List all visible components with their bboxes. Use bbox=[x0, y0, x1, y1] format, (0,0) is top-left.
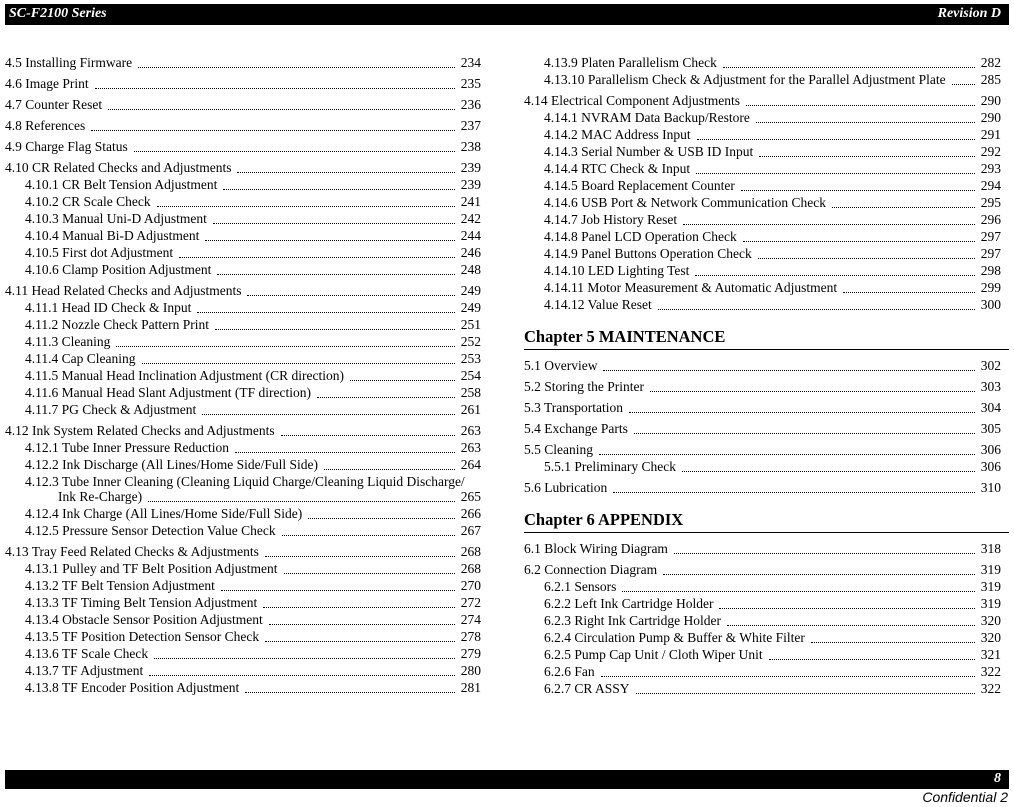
toc-entry[interactable] bbox=[5, 244, 481, 261]
toc-entry-page: 305 bbox=[980, 421, 1001, 436]
toc-entry-page: 279 bbox=[460, 646, 481, 661]
dot-leader bbox=[308, 518, 455, 519]
toc-entry[interactable] bbox=[5, 422, 481, 439]
toc-entry[interactable] bbox=[5, 282, 481, 299]
dot-leader bbox=[142, 363, 455, 364]
toc-entry-page: 249 bbox=[460, 283, 481, 298]
dot-leader bbox=[719, 608, 975, 609]
toc-entry[interactable] bbox=[524, 578, 1001, 595]
toc-entry[interactable] bbox=[5, 193, 481, 210]
toc-entry-page: 290 bbox=[980, 93, 1001, 108]
toc-entry-label: 4.14.12 Value Reset bbox=[544, 297, 652, 312]
toc-entry-page: 249 bbox=[460, 300, 481, 315]
toc-entry-label: 4.13.7 TF Adjustment bbox=[25, 663, 144, 678]
toc-entry-label: 6.2.6 Fan bbox=[544, 664, 595, 679]
footer-bar bbox=[5, 770, 1009, 789]
toc-entry-label: 4.14.1 NVRAM Data Backup/Restore bbox=[544, 110, 750, 125]
toc-entry-label: 4.14.6 USB Port & Network Communication Check bbox=[544, 195, 826, 210]
dot-leader bbox=[154, 658, 455, 659]
toc-entry[interactable] bbox=[5, 333, 481, 350]
toc-entry[interactable] bbox=[524, 540, 1001, 557]
toc-entry-label: 4.13.3 TF Timing Belt Tension Adjustment bbox=[25, 595, 258, 610]
toc-entry[interactable] bbox=[524, 279, 1001, 296]
toc-entry-page: 321 bbox=[980, 647, 1001, 662]
dot-leader bbox=[350, 380, 455, 381]
toc-entry-page: 318 bbox=[980, 541, 1001, 556]
toc-entry-label: 6.2.3 Right Ink Cartridge Holder bbox=[544, 613, 721, 628]
toc-entry[interactable] bbox=[524, 420, 1001, 437]
dot-leader bbox=[247, 295, 455, 296]
toc-entry-label: 4.11.3 Cleaning bbox=[25, 334, 111, 349]
dot-leader bbox=[221, 590, 455, 591]
toc-entry-page: 242 bbox=[460, 211, 481, 226]
dot-leader bbox=[324, 469, 455, 470]
dot-leader bbox=[682, 471, 975, 472]
dot-leader bbox=[223, 189, 455, 190]
toc-entry-page: 239 bbox=[460, 160, 481, 175]
dot-leader bbox=[696, 173, 975, 174]
toc-entry[interactable] bbox=[524, 663, 1001, 680]
toc-entry-page: 290 bbox=[980, 110, 1001, 125]
dot-leader bbox=[758, 258, 975, 259]
toc-entry-label: 4.6 Image Print bbox=[5, 76, 89, 91]
toc-entry-page: 310 bbox=[980, 480, 1001, 495]
toc-entry-label: 4.10.5 First dot Adjustment bbox=[25, 245, 174, 260]
toc-entry[interactable] bbox=[524, 646, 1001, 663]
dot-leader bbox=[759, 156, 975, 157]
toc-entry[interactable] bbox=[5, 522, 481, 539]
toc-entry-label: 4.5 Installing Firmware bbox=[5, 55, 133, 70]
toc-entry-page: 291 bbox=[980, 127, 1001, 142]
dot-leader bbox=[832, 207, 975, 208]
toc-entry-page: 274 bbox=[460, 612, 481, 627]
toc-entry-page: 306 bbox=[980, 459, 1001, 474]
toc-entry-page: 234 bbox=[460, 55, 481, 70]
toc-entry-label: 6.1 Block Wiring Diagram bbox=[524, 541, 668, 556]
toc-entry-page: 263 bbox=[460, 440, 481, 455]
toc-entry[interactable] bbox=[524, 629, 1001, 646]
toc-entry[interactable] bbox=[5, 261, 481, 278]
toc-entry-label: 4.10.6 Clamp Position Adjustment bbox=[25, 262, 212, 277]
dot-leader bbox=[843, 292, 975, 293]
toc-entry-page: 251 bbox=[460, 317, 481, 332]
toc-entry-page: 306 bbox=[980, 442, 1001, 457]
toc-entry-label: 6.2.5 Pump Cap Unit / Cloth Wiper Unit bbox=[544, 647, 763, 662]
dot-leader bbox=[603, 370, 975, 371]
toc-entry-label: 4.10.2 CR Scale Check bbox=[25, 194, 151, 209]
toc-entry[interactable] bbox=[5, 54, 481, 71]
dot-leader bbox=[245, 692, 455, 693]
toc-entry-label: 5.1 Overview bbox=[524, 358, 598, 373]
dot-leader bbox=[282, 535, 455, 536]
toc-entry-page: 272 bbox=[460, 595, 481, 610]
dot-leader bbox=[697, 139, 975, 140]
toc-entry-label: 5.5.1 Preliminary Check bbox=[544, 459, 676, 474]
toc-entry-label: 4.11.2 Nozzle Check Pattern Print bbox=[25, 317, 209, 332]
toc-entry-page: 281 bbox=[460, 680, 481, 695]
toc-entry-page: 297 bbox=[980, 229, 1001, 244]
toc-entry-label: 5.4 Exchange Parts bbox=[524, 421, 628, 436]
dot-leader bbox=[108, 109, 455, 110]
toc-entry-label: 4.13.1 Pulley and TF Belt Position Adjustment bbox=[25, 561, 278, 576]
toc-entry-label: 4.10.3 Manual Uni-D Adjustment bbox=[25, 211, 207, 226]
toc-entry[interactable] bbox=[5, 439, 481, 456]
toc-entry[interactable] bbox=[524, 245, 1001, 262]
toc-entry-label: 4.11.4 Cap Cleaning bbox=[25, 351, 136, 366]
toc-entry[interactable] bbox=[5, 227, 481, 244]
toc-entry-page: 248 bbox=[460, 262, 481, 277]
toc-entry-label: 4.7 Counter Reset bbox=[5, 97, 103, 112]
toc-entry-page: 319 bbox=[980, 579, 1001, 594]
toc-entry-label: 4.13.9 Platen Parallelism Check bbox=[544, 55, 717, 70]
toc-entry-label: 4.8 References bbox=[5, 118, 86, 133]
dot-leader bbox=[157, 206, 455, 207]
toc-entry-label: 5.3 Transportation bbox=[524, 400, 624, 415]
toc-entry-label: 4.14.4 RTC Check & Input bbox=[544, 161, 691, 176]
page-number: 8 bbox=[994, 771, 1001, 786]
toc-entry-label: 4.10.1 CR Belt Tension Adjustment bbox=[25, 177, 218, 192]
toc-entry-page: 300 bbox=[980, 297, 1001, 312]
toc-entry-page: 280 bbox=[460, 663, 481, 678]
toc-entry[interactable] bbox=[5, 456, 481, 473]
toc-entry-page: 265 bbox=[460, 489, 481, 504]
toc-entry-label: 4.13.6 TF Scale Check bbox=[25, 646, 149, 661]
toc-entry-page: 268 bbox=[460, 544, 481, 559]
confidential-label: Confidential 2 bbox=[922, 789, 1008, 805]
toc-entry-label: 4.14.5 Board Replacement Counter bbox=[544, 178, 735, 193]
dot-leader bbox=[674, 553, 975, 554]
toc-entry-page: 320 bbox=[980, 613, 1001, 628]
toc-entry-label: 4.13.4 Obstacle Sensor Position Adjustment bbox=[25, 612, 263, 627]
toc-entry-label: 4.13.5 TF Position Detection Sensor Check bbox=[25, 629, 260, 644]
dot-leader bbox=[213, 223, 455, 224]
dot-leader bbox=[636, 693, 975, 694]
dot-leader bbox=[116, 346, 455, 347]
toc-entry-page: 246 bbox=[460, 245, 481, 260]
toc-entry[interactable] bbox=[524, 458, 1001, 475]
toc-entry[interactable] bbox=[5, 299, 481, 316]
toc-entry-page: 235 bbox=[460, 76, 481, 91]
dot-leader bbox=[599, 454, 975, 455]
toc-entry[interactable] bbox=[524, 71, 1001, 88]
dot-leader bbox=[138, 67, 455, 68]
dot-leader bbox=[601, 676, 975, 677]
dot-leader bbox=[622, 591, 975, 592]
toc-entry-label: 4.13.10 Parallelism Check & Adjustment for the Parallel Adjustment Plate bbox=[544, 72, 946, 87]
dot-leader bbox=[269, 624, 455, 625]
chapter-heading: Chapter 5 MAINTENANCE bbox=[524, 327, 1009, 350]
toc-entry-page: 320 bbox=[980, 630, 1001, 645]
header-bar bbox=[5, 4, 1009, 25]
toc-entry[interactable] bbox=[5, 505, 481, 522]
dot-leader bbox=[215, 329, 455, 330]
toc-entry[interactable] bbox=[5, 176, 481, 193]
toc-entry-label: 4.13.2 TF Belt Tension Adjustment bbox=[25, 578, 215, 593]
toc-entry[interactable] bbox=[5, 594, 481, 611]
toc-entry[interactable] bbox=[5, 159, 481, 176]
toc-entry[interactable] bbox=[524, 126, 1001, 143]
toc-entry[interactable] bbox=[5, 316, 481, 333]
dot-leader bbox=[235, 452, 455, 453]
toc-entry[interactable] bbox=[524, 357, 1001, 374]
revision-label: Revision D bbox=[937, 6, 1001, 21]
dot-leader bbox=[217, 274, 455, 275]
dot-leader bbox=[91, 130, 455, 131]
chapter-heading: Chapter 6 APPENDIX bbox=[524, 510, 1009, 533]
toc-entry[interactable] bbox=[5, 645, 481, 662]
toc-entry[interactable] bbox=[524, 211, 1001, 228]
toc-entry[interactable] bbox=[5, 543, 481, 560]
toc-entry-label: Ink Re-Charge) bbox=[58, 489, 143, 504]
toc-entry-label: 4.11.6 Manual Head Slant Adjustment (TF direction) bbox=[25, 385, 311, 400]
dot-leader bbox=[317, 397, 455, 398]
dot-leader bbox=[811, 642, 975, 643]
toc-entry[interactable] bbox=[5, 384, 481, 401]
toc-entry-label: 4.10 CR Related Checks and Adjustments bbox=[5, 160, 232, 175]
toc-entry[interactable] bbox=[5, 577, 481, 594]
dot-leader bbox=[263, 607, 455, 608]
toc-entry-page: 319 bbox=[980, 562, 1001, 577]
dot-leader bbox=[265, 641, 455, 642]
dot-leader bbox=[743, 241, 975, 242]
toc-entry-label: 4.14.9 Panel Buttons Operation Check bbox=[544, 246, 752, 261]
dot-leader bbox=[281, 435, 455, 436]
dot-leader bbox=[95, 88, 455, 89]
toc-entry-page: 263 bbox=[460, 423, 481, 438]
dot-leader bbox=[613, 492, 975, 493]
toc-entry-label: 4.12.4 Ink Charge (All Lines/Home Side/Full Side) bbox=[25, 506, 303, 521]
toc-entry-label: 4.11.5 Manual Head Inclination Adjustment (CR direction) bbox=[25, 368, 344, 383]
dot-leader bbox=[205, 240, 455, 241]
toc-entry-label: 4.13 Tray Feed Related Checks & Adjustments bbox=[5, 544, 259, 559]
toc-entry-page: 239 bbox=[460, 177, 481, 192]
toc-entry[interactable] bbox=[5, 401, 481, 418]
dot-leader bbox=[658, 309, 975, 310]
toc-entry-page: 295 bbox=[980, 195, 1001, 210]
toc-entry-label: 4.14.10 LED Lighting Test bbox=[544, 263, 690, 278]
toc-entry[interactable] bbox=[5, 96, 481, 113]
toc-entry[interactable] bbox=[524, 296, 1001, 313]
toc-entry-label: 4.14.8 Panel LCD Operation Check bbox=[544, 229, 737, 244]
toc-entry-label: 4.11 Head Related Checks and Adjustments bbox=[5, 283, 242, 298]
toc-entry-label: 4.12.5 Pressure Sensor Detection Value Check bbox=[25, 523, 276, 538]
toc-entry[interactable] bbox=[5, 611, 481, 628]
toc-entry-label: 6.2.4 Circulation Pump & Buffer & White Filter bbox=[544, 630, 805, 645]
dot-leader bbox=[723, 67, 975, 68]
toc-entry-label: 4.14 Electrical Component Adjustments bbox=[524, 93, 740, 108]
toc-entry-page: 292 bbox=[980, 144, 1001, 159]
toc-entry-page: 293 bbox=[980, 161, 1001, 176]
toc-entry-label: 5.2 Storing the Printer bbox=[524, 379, 644, 394]
toc-entry-label: 4.11.1 Head ID Check & Input bbox=[25, 300, 192, 315]
toc-entry-label: 4.12 Ink System Related Checks and Adjustments bbox=[5, 423, 275, 438]
dot-leader bbox=[727, 625, 975, 626]
toc-entry-page: 238 bbox=[460, 139, 481, 154]
toc-entry-label: 4.14.11 Motor Measurement & Automatic Adjustment bbox=[544, 280, 838, 295]
dot-leader bbox=[756, 122, 975, 123]
toc-entry[interactable] bbox=[5, 75, 481, 92]
dot-leader bbox=[683, 224, 975, 225]
toc-entry-page: 282 bbox=[980, 55, 1001, 70]
toc-entry[interactable] bbox=[5, 662, 481, 679]
toc-entry-label: 4.9 Charge Flag Status bbox=[5, 139, 128, 154]
toc-entry[interactable] bbox=[524, 561, 1001, 578]
toc-entry[interactable] bbox=[5, 679, 481, 696]
toc-entry-page: 268 bbox=[460, 561, 481, 576]
toc-entry-page: 244 bbox=[460, 228, 481, 243]
toc-entry-page: 261 bbox=[460, 402, 481, 417]
toc-entry[interactable] bbox=[524, 143, 1001, 160]
toc-entry-page: 296 bbox=[980, 212, 1001, 227]
toc-entry-label: 5.6 Lubrication bbox=[524, 480, 608, 495]
dot-leader bbox=[746, 105, 975, 106]
toc-entry-page: 264 bbox=[460, 457, 481, 472]
toc-entry[interactable] bbox=[524, 177, 1001, 194]
toc-entry[interactable] bbox=[524, 92, 1001, 109]
dot-leader bbox=[650, 391, 975, 392]
toc-entry[interactable] bbox=[5, 117, 481, 134]
toc-entry-page: 298 bbox=[980, 263, 1001, 278]
toc-entry[interactable] bbox=[5, 488, 481, 505]
toc-entry[interactable] bbox=[524, 109, 1001, 126]
toc-entry-page: 266 bbox=[460, 506, 481, 521]
toc-entry[interactable] bbox=[524, 160, 1001, 177]
toc-entry-page: 267 bbox=[460, 523, 481, 538]
toc-entry[interactable] bbox=[524, 680, 1001, 697]
dot-leader bbox=[769, 659, 975, 660]
toc-entry-label: 4.12.3 Tube Inner Cleaning (Cleaning Liquid Charge/Cleaning Liquid Discharge/ bbox=[25, 474, 465, 489]
toc-entry-label: 4.12.2 Ink Discharge (All Lines/Home Side/Full Side) bbox=[25, 457, 318, 472]
toc-entry-page: 299 bbox=[980, 280, 1001, 295]
dot-leader bbox=[237, 172, 455, 173]
toc-entry-label: 4.10.4 Manual Bi-D Adjustment bbox=[25, 228, 200, 243]
toc-entry[interactable] bbox=[5, 210, 481, 227]
toc-entry-page: 252 bbox=[460, 334, 481, 349]
toc-entry-label: 6.2.1 Sensors bbox=[544, 579, 617, 594]
toc-entry[interactable] bbox=[524, 378, 1001, 395]
toc-entry-page: 237 bbox=[460, 118, 481, 133]
toc-entry-label: 4.13.8 TF Encoder Position Adjustment bbox=[25, 680, 240, 695]
dot-leader bbox=[202, 414, 455, 415]
dot-leader bbox=[197, 312, 455, 313]
toc-entry-label: 6.2.7 CR ASSY bbox=[544, 681, 630, 696]
toc-entry-page: 319 bbox=[980, 596, 1001, 611]
toc-entry-page: 302 bbox=[980, 358, 1001, 373]
toc-entry-page: 285 bbox=[980, 72, 1001, 87]
toc-entry-label: 6.2 Connection Diagram bbox=[524, 562, 658, 577]
dot-leader bbox=[952, 84, 975, 85]
dot-leader bbox=[741, 190, 975, 191]
toc-entry-page: 241 bbox=[460, 194, 481, 209]
toc-entry-page: 278 bbox=[460, 629, 481, 644]
toc-entry[interactable] bbox=[524, 595, 1001, 612]
toc-entry-page: 254 bbox=[460, 368, 481, 383]
dot-leader bbox=[629, 412, 975, 413]
dot-leader bbox=[148, 501, 455, 502]
toc-entry[interactable] bbox=[524, 399, 1001, 416]
dot-leader bbox=[284, 573, 455, 574]
toc-entry-page: 253 bbox=[460, 351, 481, 366]
toc-entry-page: 322 bbox=[980, 681, 1001, 696]
toc-entry[interactable] bbox=[5, 138, 481, 155]
toc-entry[interactable] bbox=[5, 560, 481, 577]
toc-entry[interactable] bbox=[524, 194, 1001, 211]
toc-entry[interactable] bbox=[524, 228, 1001, 245]
dot-leader bbox=[663, 574, 975, 575]
toc-entry-label: 4.14.3 Serial Number & USB ID Input bbox=[544, 144, 754, 159]
dot-leader bbox=[179, 257, 455, 258]
toc-entry-page: 303 bbox=[980, 379, 1001, 394]
toc-entry-page: 236 bbox=[460, 97, 481, 112]
toc-entry[interactable] bbox=[524, 479, 1001, 496]
toc-entry-label: 4.14.2 MAC Address Input bbox=[544, 127, 691, 142]
dot-leader bbox=[634, 433, 975, 434]
toc-entry[interactable] bbox=[5, 350, 481, 367]
toc-entry[interactable] bbox=[524, 262, 1001, 279]
toc-entry-label: 4.12.1 Tube Inner Pressure Reduction bbox=[25, 440, 229, 455]
series-title: SC-F2100 Series bbox=[9, 6, 107, 21]
toc-entry-label: 4.11.7 PG Check & Adjustment bbox=[25, 402, 197, 417]
toc-entry-page: 297 bbox=[980, 246, 1001, 261]
toc-entry[interactable] bbox=[524, 54, 1001, 71]
toc-entry-page: 304 bbox=[980, 400, 1001, 415]
dot-leader bbox=[695, 275, 975, 276]
toc-entry-page: 294 bbox=[980, 178, 1001, 193]
toc-entry[interactable] bbox=[524, 441, 1001, 458]
toc-entry-label: 4.14.7 Job History Reset bbox=[544, 212, 678, 227]
toc-entry[interactable] bbox=[524, 612, 1001, 629]
dot-leader bbox=[265, 556, 455, 557]
dot-leader bbox=[134, 151, 455, 152]
toc-entry-page: 258 bbox=[460, 385, 481, 400]
dot-leader bbox=[149, 675, 455, 676]
toc-entry-page: 270 bbox=[460, 578, 481, 593]
toc-entry[interactable] bbox=[5, 628, 481, 645]
toc-entry[interactable] bbox=[5, 367, 481, 384]
toc-entry-label: 5.5 Cleaning bbox=[524, 442, 593, 457]
toc-entry-label: 6.2.2 Left Ink Cartridge Holder bbox=[544, 596, 714, 611]
toc-entry-page: 322 bbox=[980, 664, 1001, 679]
